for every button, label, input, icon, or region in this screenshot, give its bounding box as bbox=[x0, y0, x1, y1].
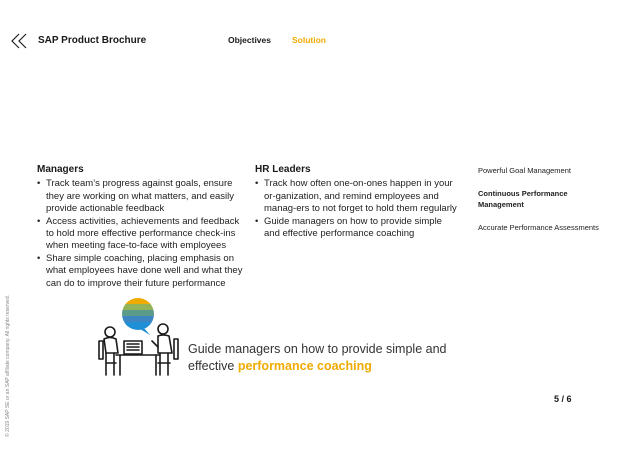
callout-text bbox=[188, 341, 478, 374]
list-item: • Guide managers on how to provide simple and effective performance coaching bbox=[255, 216, 460, 241]
tab-solution[interactable]: Solution bbox=[292, 35, 326, 45]
tab-objectives[interactable]: Objectives bbox=[228, 35, 271, 45]
side-nav bbox=[478, 165, 608, 233]
coaching-illustration bbox=[94, 297, 186, 379]
list-item: • Share simple coaching, placing emphasis on what employees have done well and what they can do to improve their future performance bbox=[37, 253, 247, 290]
managers-bullet-list bbox=[37, 178, 247, 290]
managers-section bbox=[37, 164, 247, 290]
copyright-notice: © 2019 SAP SE or an SAP affiliate company. All rights reserved. bbox=[5, 294, 11, 437]
hr-leaders-section bbox=[255, 164, 460, 240]
side-nav-item-performance-assessments[interactable]: Accurate Performance Assessments bbox=[478, 223, 599, 232]
side-nav-item-goal-management[interactable]: Powerful Goal Management bbox=[478, 166, 571, 175]
speech-bubble-icon bbox=[120, 297, 156, 331]
list-item: • Track team’s progress against goals, ensure they are working on what matters, and easily provide actionable feedback bbox=[37, 178, 247, 215]
hr-leaders-bullet-list bbox=[255, 178, 460, 240]
list-item: • Track how often one-on-ones happen in your or-ganization, and remind employees and manag-ers to not forget to hold them regularly bbox=[255, 178, 460, 215]
page-number: 5 / 6 bbox=[554, 394, 572, 404]
hr-leaders-heading: HR Leaders bbox=[255, 164, 311, 175]
side-nav-item-continuous-performance[interactable]: Continuous Performance Management bbox=[478, 189, 568, 209]
list-item: • Access activities, achievements and feedback to hold more effective performance check-ins when meeting face-to-face with employees bbox=[37, 216, 247, 253]
callout-body: Guide managers on how to provide simple and effective bbox=[188, 342, 447, 373]
brochure-title: SAP Product Brochure bbox=[38, 35, 147, 46]
callout-highlight: performance coaching bbox=[237, 358, 372, 373]
double-chevron-left-icon[interactable] bbox=[10, 33, 28, 49]
header bbox=[0, 0, 638, 80]
managers-heading: Managers bbox=[37, 164, 84, 175]
